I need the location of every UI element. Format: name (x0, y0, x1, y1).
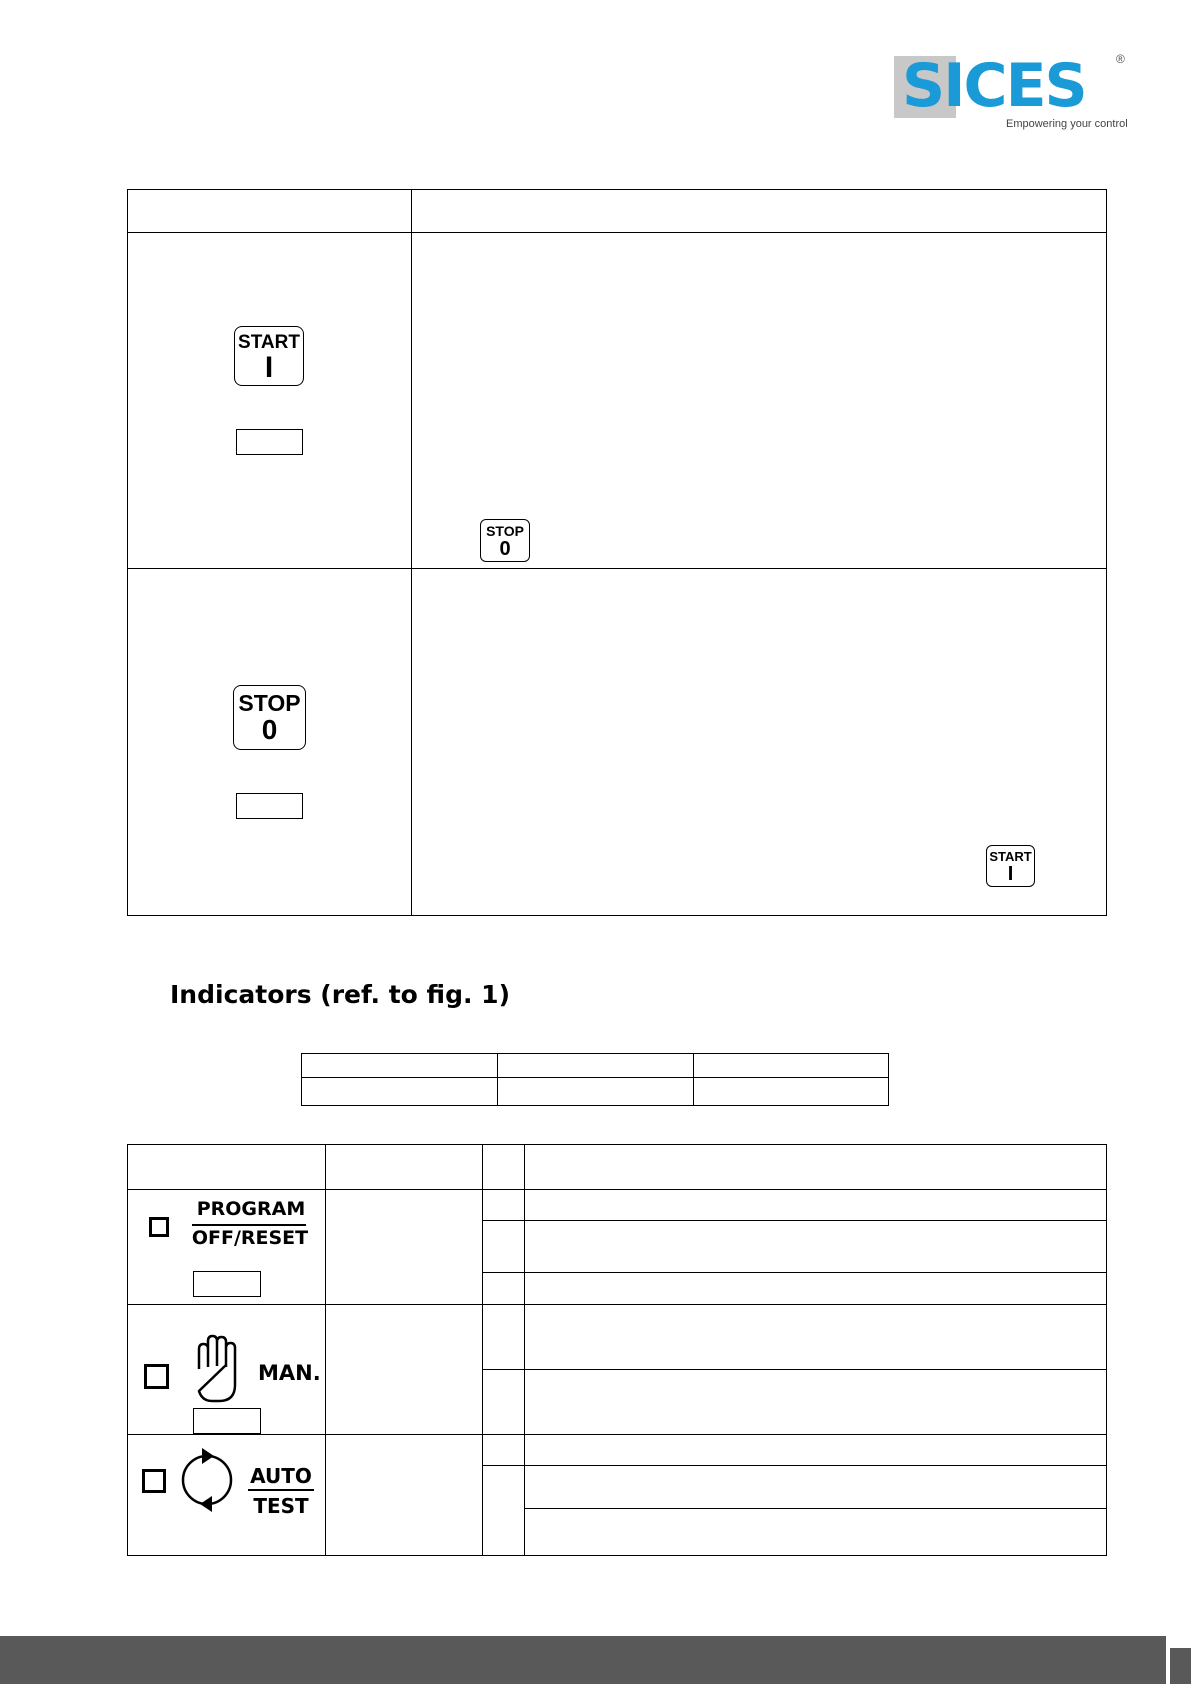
small-grid-col-divider-2 (693, 1053, 694, 1106)
sices-logo (894, 52, 1134, 132)
indicators-subrow-divider (482, 1220, 1107, 1221)
test-label: TEST (253, 1494, 309, 1518)
off-reset-label: OFF/RESET (191, 1227, 309, 1249)
auto-indicator-led (142, 1469, 166, 1493)
program-indicator-led (149, 1217, 169, 1237)
auto-fraction-line (248, 1489, 314, 1491)
indicators-subrow-divider (482, 1465, 1107, 1466)
logo-tagline: Empowering your control (1006, 118, 1128, 130)
auto-cycle-icon (178, 1444, 236, 1516)
auto-label: AUTO (250, 1464, 312, 1488)
program-label: PROGRAM (196, 1198, 306, 1220)
stop-key-icon: STOP 0 (233, 685, 306, 750)
indicators-subrow-divider (482, 1369, 1107, 1370)
program-fraction-line (192, 1224, 306, 1226)
logo-wordmark: SICES (902, 51, 1086, 121)
registered-mark: ® (1116, 52, 1125, 66)
small-grid-col-divider-1 (497, 1053, 498, 1106)
keys-table-column-divider (411, 189, 412, 916)
indicators-col-divider-2 (482, 1144, 483, 1556)
keys-table-row-divider (127, 568, 1107, 569)
start-key-icon: START I (234, 326, 304, 386)
man-label: MAN. (258, 1361, 321, 1385)
man-indicator-led (144, 1364, 169, 1389)
inline-start-key-icon: START I (986, 845, 1035, 887)
small-grid-row-divider (301, 1077, 889, 1078)
program-reference-box (193, 1271, 261, 1297)
page-footer-bar (0, 1636, 1191, 1684)
indicators-subrow-divider (524, 1508, 1107, 1509)
start-key-reference-box (236, 429, 303, 455)
indicators-col-divider-1 (325, 1144, 326, 1556)
indicators-header-divider (127, 1189, 1107, 1190)
footer-page-tab (1170, 1648, 1191, 1684)
indicators-row-divider-1 (127, 1304, 1107, 1305)
man-reference-box (193, 1408, 261, 1434)
indicators-row-divider-2 (127, 1434, 1107, 1435)
small-grid-frame (301, 1053, 889, 1106)
stop-key-reference-box (236, 793, 303, 819)
inline-stop-key-icon: STOP 0 (480, 519, 530, 562)
indicators-subrow-divider (482, 1272, 1107, 1273)
indicators-col-divider-3 (524, 1144, 525, 1556)
keys-table-header-divider (127, 232, 1107, 233)
indicators-section-title: Indicators (ref. to fig. 1) (170, 980, 510, 1009)
hand-icon (190, 1333, 242, 1405)
